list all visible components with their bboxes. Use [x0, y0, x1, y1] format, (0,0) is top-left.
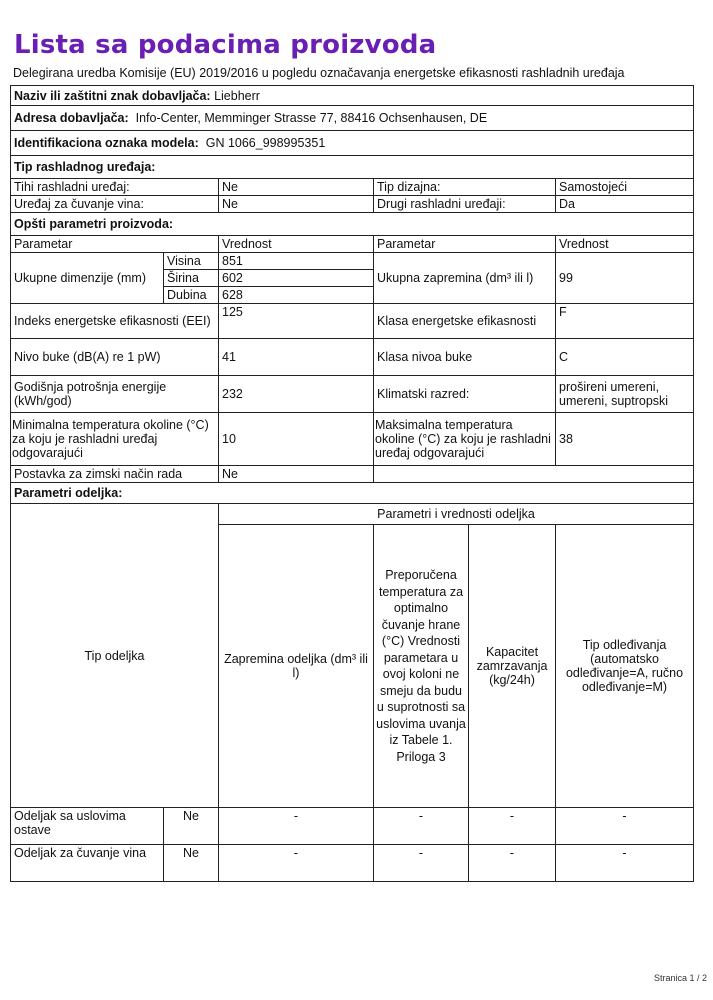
- noise-class-label: Klasa nivoa buke: [374, 339, 556, 376]
- device-type-row-1: [11, 179, 694, 196]
- supplier-address-value: Info-Center, Memminger Strasse 77, 88416 Ochsenhausen, DE: [135, 111, 488, 125]
- winter-mode-value: Ne: [219, 466, 374, 483]
- supplier-name-label: Naziv ili zaštitni znak dobavljača:: [14, 88, 211, 103]
- compartments-section-row: [11, 483, 694, 504]
- silent-device-label: Tihi rashladni uređaj:: [11, 179, 219, 196]
- design-type-value: Samostojeći: [556, 179, 694, 196]
- recommended-temp-header: Preporučena temperatura za optimalno čuvanje hrane (°C) Vrednosti parametara u ovoj koloni ne smeju da budu u suprotnosti sa uslovima uvanja iz Tabele 1. Priloga 3: [374, 525, 469, 808]
- compartment-volume: -: [219, 808, 374, 845]
- compartment-defrost: -: [556, 845, 694, 882]
- page-title: Lista sa podacima proizvoda: [14, 30, 437, 60]
- model-id-row: [11, 131, 694, 156]
- eei-value: 125: [219, 304, 374, 339]
- width-label: Širina: [164, 270, 219, 287]
- winter-mode-label: Postavka za zimski način rada: [11, 466, 219, 483]
- noise-value: 41: [219, 339, 374, 376]
- other-devices-value: Da: [556, 196, 694, 213]
- other-devices-label: Drugi rashladni uređaji:: [374, 196, 556, 213]
- model-id-label: Identifikaciona oznaka modela:: [14, 136, 199, 150]
- depth-label: Dubina: [164, 287, 219, 304]
- compartment-name: Odeljak sa uslovima ostave: [11, 808, 164, 845]
- supplier-address-row: [11, 106, 694, 131]
- eei-row: [11, 304, 694, 339]
- min-temp-label: Minimalna temperatura okoline (°C) za koju je rashladni uređaj odgovarajući: [11, 413, 219, 466]
- climate-class-value: prošireni umereni, umereni, suptropski: [556, 376, 694, 413]
- model-id-value: GN 1066_998995351: [205, 136, 326, 150]
- ambient-temp-row: [11, 413, 694, 466]
- supplier-address-label: Adresa dobavljača:: [14, 111, 129, 125]
- device-type-section-title: Tip rashladnog uređaja:: [11, 156, 694, 179]
- compartment-present: Ne: [164, 845, 219, 882]
- compartment-row: [11, 808, 694, 845]
- value-header: Vrednost: [219, 236, 374, 253]
- wine-device-label: Uređaj za čuvanje vina:: [11, 196, 219, 213]
- value-header-2: Vrednost: [556, 236, 694, 253]
- compartment-defrost: -: [556, 808, 694, 845]
- compartment-temp: -: [374, 845, 469, 882]
- compartment-freeze: -: [469, 808, 556, 845]
- design-type-label: Tip dizajna:: [374, 179, 556, 196]
- winter-mode-row: [11, 466, 694, 483]
- height-value: 851: [219, 253, 374, 270]
- wine-device-value: Ne: [219, 196, 374, 213]
- annual-energy-label: Godišnja potrošnja energije (kWh/god): [11, 376, 219, 413]
- noise-class-value: C: [556, 339, 694, 376]
- width-value: 602: [219, 270, 374, 287]
- compartment-params-header: Parametri i vrednosti odeljka: [219, 504, 694, 525]
- page-number: Stranica 1 / 2: [653, 973, 707, 983]
- defrost-type-header: Tip odleđivanja (automatsko odleđivanje=A, ručno odleđivanje=M): [556, 525, 694, 808]
- compartments-section-title: Parametri odeljka:: [11, 483, 694, 504]
- compartments-table: [10, 503, 694, 882]
- energy-class-value: F: [556, 304, 694, 339]
- compartment-type-header: Tip odeljka: [11, 504, 219, 808]
- height-label: Visina: [164, 253, 219, 270]
- compartment-name: Odeljak za čuvanje vina: [11, 845, 164, 882]
- height-row: [11, 253, 694, 270]
- freezing-capacity-header: Kapacitet zamrzavanja (kg/24h): [469, 525, 556, 808]
- dimensions-label: Ukupne dimenzije (mm): [11, 253, 164, 304]
- general-section-row: [11, 213, 694, 236]
- compartments-group-header-row: [11, 504, 694, 525]
- silent-device-value: Ne: [219, 179, 374, 196]
- regulation-subtitle: Delegirana uredba Komisije (EU) 2019/2016 u pogledu označavanja energetske efikasnosti rashladnih uređaja: [13, 66, 625, 80]
- noise-row: [11, 339, 694, 376]
- depth-value: 628: [219, 287, 374, 304]
- compartment-freeze: -: [469, 845, 556, 882]
- supplier-name-row: [11, 86, 694, 106]
- product-data-table: [10, 85, 694, 504]
- param-header: Parametar: [11, 236, 219, 253]
- product-data-sheet: [10, 30, 693, 882]
- param-header-2: Parametar: [374, 236, 556, 253]
- climate-class-label: Klimatski razred:: [374, 376, 556, 413]
- compartment-volume: -: [219, 845, 374, 882]
- max-temp-label: Maksimalna temperatura okoline (°C) za koju je rashladni uređaj odgovarajući: [374, 413, 556, 466]
- min-temp-value: 10: [219, 413, 374, 466]
- compartment-temp: -: [374, 808, 469, 845]
- energy-class-label: Klasa energetske efikasnosti: [374, 304, 556, 339]
- general-header-row: [11, 236, 694, 253]
- compartment-row: [11, 845, 694, 882]
- compartment-volume-header: Zapremina odeljka (dm³ ili l): [219, 525, 374, 808]
- total-volume-label: Ukupna zapremina (dm³ ili l): [374, 253, 556, 304]
- noise-label: Nivo buke (dB(A) re 1 pW): [11, 339, 219, 376]
- max-temp-value: 38: [556, 413, 694, 466]
- compartment-present: Ne: [164, 808, 219, 845]
- annual-energy-row: [11, 376, 694, 413]
- general-section-title: Opšti parametri proizvoda:: [11, 213, 694, 236]
- annual-energy-value: 232: [219, 376, 374, 413]
- supplier-name-value: Liebherr: [214, 88, 260, 103]
- device-type-section-row: [11, 156, 694, 179]
- total-volume-value: 99: [556, 253, 694, 304]
- device-type-row-2: [11, 196, 694, 213]
- eei-label: Indeks energetske efikasnosti (EEI): [11, 304, 219, 339]
